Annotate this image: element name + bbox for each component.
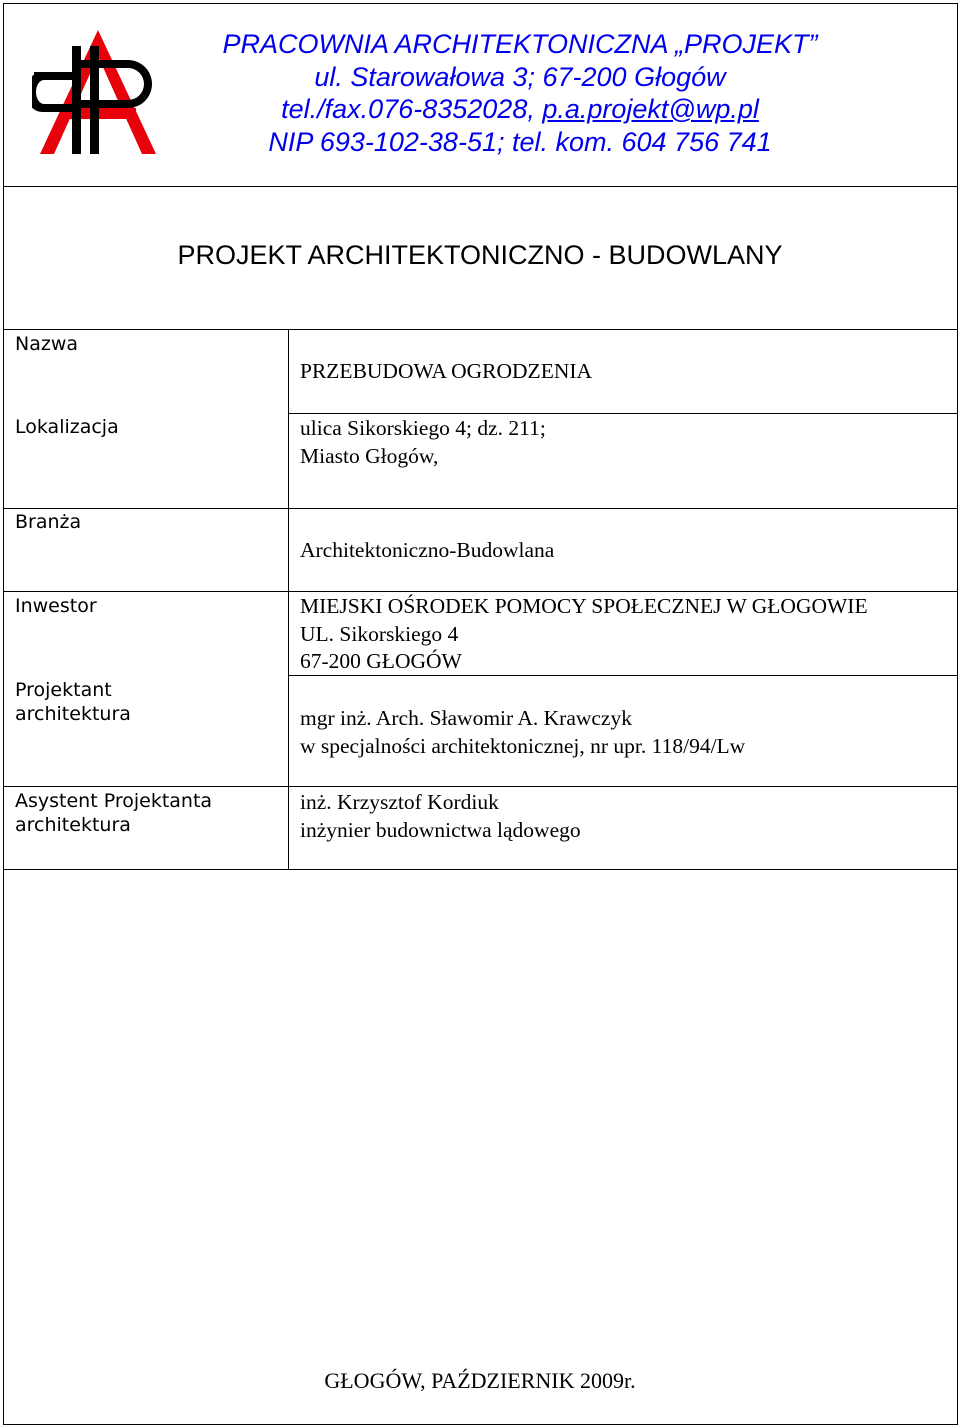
office-address: ul. Starowałowa 3; 67-200 Głogów (314, 61, 726, 92)
office-name: PRACOWNIA ARCHITEKTONICZNA „PROJEKT” (222, 29, 818, 59)
asystent-value-line1: inż. Krzysztof Kordiuk (300, 790, 499, 814)
inwestor-value-line2: UL. Sikorskiego 4 (300, 621, 459, 646)
asystent-value (300, 789, 581, 844)
branza-label: Branża (15, 511, 82, 533)
lokalizacja-value-line1: ulica Sikorskiego 4; dz. 211; (300, 416, 546, 440)
inwestor-value-line3: 67-200 GŁOGÓW (300, 649, 462, 673)
divider-projektant (3, 786, 958, 787)
projektant-value-line2: w specjalności architektonicznej, nr upr. 118/94/Lw (300, 733, 746, 758)
lokalizacja-value (300, 415, 546, 470)
divider-lokalizacja (3, 508, 958, 509)
projektant-value-line1: mgr inż. Arch. Sławomir A. Krawczyk (300, 706, 632, 730)
divider-nazwa (288, 413, 958, 414)
projektant-value (300, 705, 745, 760)
lokalizacja-value-line2: Miasto Głogów, (300, 443, 439, 468)
projektant-label (15, 678, 131, 726)
asystent-label-line1: Asystent Projektanta (15, 790, 213, 812)
lokalizacja-label: Lokalizacja (15, 416, 119, 438)
document-title: PROJEKT ARCHITEKTONICZNO - BUDOWLANY (177, 240, 783, 270)
office-header (170, 28, 870, 158)
projektant-label-line1: Projektant (15, 679, 112, 701)
office-logo-graphic (32, 28, 162, 158)
nazwa-value: PRZEBUDOWA OGRODZENIA (300, 359, 593, 383)
divider-asystent (3, 869, 958, 870)
office-logo (32, 28, 162, 158)
asystent-label (15, 789, 212, 837)
column-divider (288, 329, 289, 869)
inwestor-label: Inwestor (15, 595, 97, 617)
projektant-label-line2: architektura (15, 703, 131, 725)
office-email-link[interactable]: p.a.projekt@wp.pl (542, 94, 759, 124)
nazwa-label: Nazwa (15, 333, 79, 355)
branza-value: Architektoniczno-Budowlana (300, 538, 555, 562)
office-phone-fax: tel./fax.076-8352028, (281, 94, 543, 124)
divider-branza (3, 591, 958, 592)
office-nip: NIP 693-102-38-51; tel. kom. 604 756 741 (268, 126, 772, 157)
divider-header (3, 186, 958, 187)
inwestor-value-line1: MIEJSKI OŚRODEK POMOCY SPOŁECZNEJ W GŁOGOWIE (300, 594, 868, 618)
inwestor-value (300, 593, 868, 676)
asystent-value-line2: inżynier budownictwa lądowego (300, 817, 581, 842)
footer-place-date: GŁOGÓW, PAŹDZIERNIK 2009r. (324, 1368, 636, 1393)
asystent-label-line2: architektura (15, 814, 131, 836)
divider-title (3, 329, 958, 330)
office-contact (170, 93, 870, 126)
